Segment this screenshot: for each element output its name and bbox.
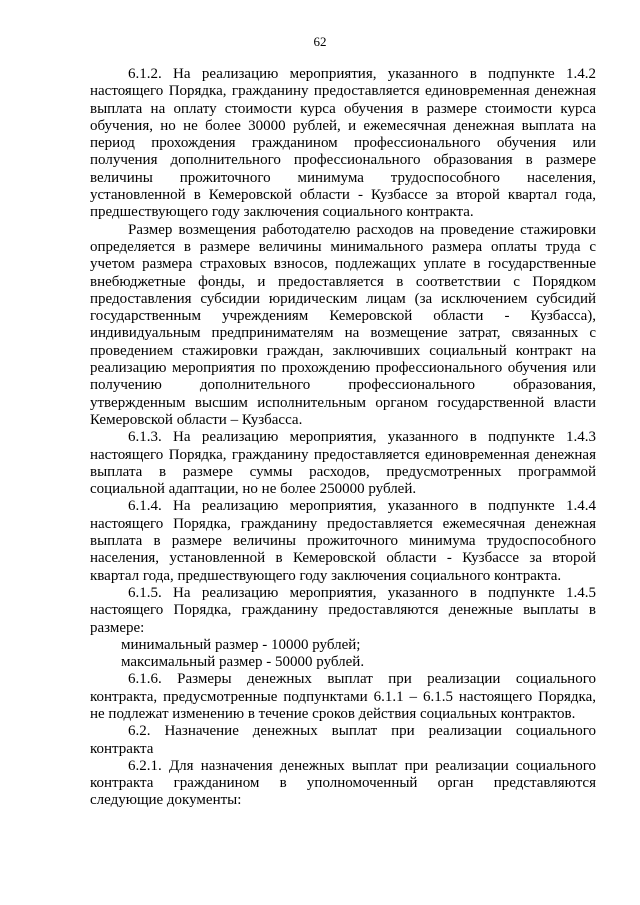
text-line: контракта, предусмотренные подпунктами 6.1.1 – 6.1.5 настоящего Порядка, — [90, 688, 596, 705]
text-line: индивидуальным предпринимателям на возмещение затрат, связанных с — [90, 325, 596, 342]
text-line: утвержденным высшим исполнительным органом государственной власти — [90, 394, 596, 411]
text-line: контракта — [90, 740, 154, 757]
text-line: 6.1.6. Размеры денежных выплат при реализации социального — [128, 671, 596, 688]
text-line: выплата в размере величины прожиточного минимума трудоспособного — [90, 533, 596, 550]
text-line: населения, установленной в Кемеровской области - Кузбассе за второй — [90, 550, 596, 567]
list-item-text: минимальный размер - 10000 рублей; — [121, 636, 361, 653]
paragraph-6-1-4 — [90, 498, 596, 584]
text-line: обучения, но не более 30000 рублей, и ежемесячная денежная выплата на — [90, 117, 596, 134]
text-line: получению дополнительного профессионального образования, — [90, 377, 596, 394]
text-line: настоящего Порядка, гражданину предоставляется единовременная денежная — [90, 83, 596, 100]
paragraph-6-1-3 — [90, 429, 596, 498]
text-line: определяется в размере величины минимального размера оплаты труда с — [90, 238, 596, 255]
text-line: размере: — [90, 619, 145, 636]
paragraph-6-2-1 — [90, 758, 596, 810]
paragraph-internship-reimbursement — [90, 222, 596, 430]
text-line: 6.1.4. На реализацию мероприятия, указанного в подпункте 1.4.4 — [128, 498, 596, 515]
text-line: 6.1.5. На реализацию мероприятия, указанного в подпункте 1.4.5 — [128, 584, 596, 601]
list-item-min-amount — [90, 637, 596, 654]
text-line: предоставления субсидии юридическим лицам (за исключением субсидий — [90, 290, 596, 307]
text-line: следующие документы: — [90, 792, 242, 809]
text-line: не подлежат изменению в течение сроков действия социальных контрактов. — [90, 705, 576, 722]
text-line: 6.2.1. Для назначения денежных выплат при реализации социального — [128, 757, 596, 774]
text-line: 6.1.2. На реализацию мероприятия, указанного в подпункте 1.4.2 — [128, 66, 596, 82]
text-line: установленной в Кемеровской области - Кузбассе за второй квартал года, — [90, 187, 596, 204]
text-line: настоящего Порядка, гражданину предоставляется ежемесячная денежная — [90, 515, 596, 532]
section-heading-6-2 — [90, 723, 596, 758]
text-line: учетом размера страховых взносов, подлежащих уплате в государственные — [90, 256, 596, 273]
text-line: Кемеровской области – Кузбасса. — [90, 411, 303, 428]
text-line: 6.1.3. На реализацию мероприятия, указанного в подпункте 1.4.3 — [128, 429, 596, 446]
text-line: государственным учреждениям Кемеровской области - Кузбасса), — [90, 308, 596, 325]
list-item-max-amount — [90, 654, 596, 671]
text-line: выплата на оплату стоимости курса обучения в размере стоимости курса — [90, 100, 596, 117]
text-line: 6.2. Назначение денежных выплат при реализации социального — [128, 723, 596, 740]
text-line: получения дополнительного профессионального образования в размере — [90, 152, 596, 169]
text-line: социальной адаптации, но не более 250000 рублей. — [90, 481, 417, 498]
text-line: реализацию мероприятия по прохождению профессионального обучения или — [90, 360, 596, 377]
text-line: выплата в размере суммы расходов, предусмотренных программой — [90, 463, 596, 480]
text-line: период прохождения гражданином профессионального обучения или — [90, 135, 596, 152]
paragraph-6-1-6 — [90, 671, 596, 723]
text-line: настоящего Порядка, гражданину предоставляются денежные выплаты в — [90, 602, 596, 619]
document-body — [90, 66, 596, 810]
list-item-text: максимальный размер - 50000 рублей. — [121, 654, 365, 671]
paragraph-6-1-5 — [90, 585, 596, 637]
page-number: 62 — [313, 34, 327, 49]
text-line: квартал года, предшествующего году заключения социального контракта. — [90, 567, 562, 584]
text-line: контракта гражданином в уполномоченный орган представляются — [90, 775, 596, 792]
paragraph-6-1-2 — [90, 66, 596, 222]
text-line: Размер возмещения работодателю расходов на проведение стажировки — [128, 221, 596, 238]
text-line: проведением стажировки граждан, заключивших социальный контракт на — [90, 342, 596, 359]
text-line: настоящего Порядка, гражданину предоставляется единовременная денежная — [90, 446, 596, 463]
text-line: предшествующего году заключения социального контракта. — [90, 204, 474, 221]
text-line: внебюджетные фонды, и предоставляется в соответствии с Порядком — [90, 273, 596, 290]
text-line: величины прожиточного минимума трудоспособного населения, — [90, 169, 596, 186]
